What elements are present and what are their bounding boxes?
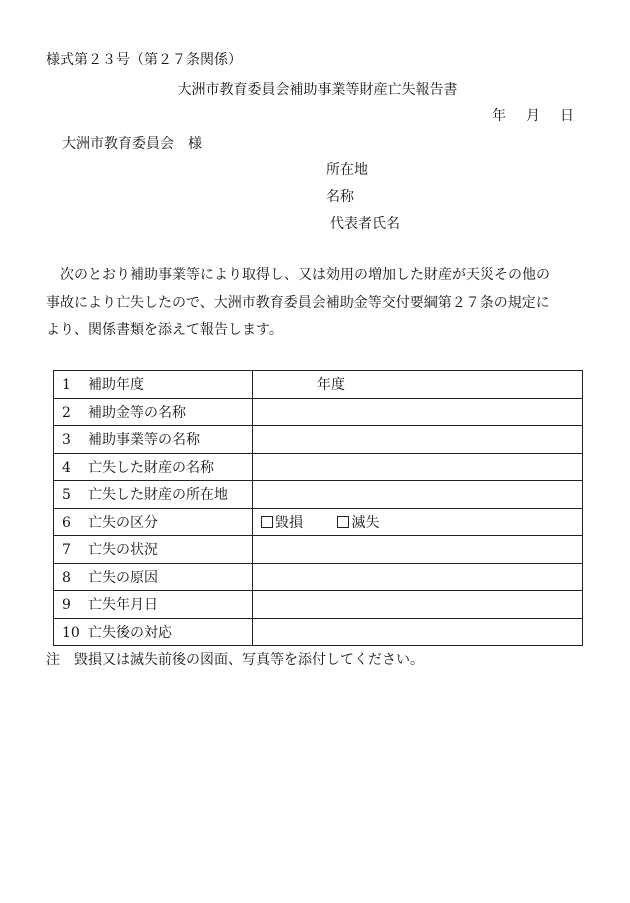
row-value-field[interactable]	[253, 591, 583, 619]
table-row	[54, 481, 583, 509]
row-value-field[interactable]	[253, 481, 583, 509]
table-row	[54, 508, 583, 536]
row-value-field[interactable]	[253, 371, 583, 399]
row-value-field[interactable]	[253, 563, 583, 591]
row-label: 5 亡失した財産の所在地	[54, 481, 253, 509]
date-month-label: 月	[526, 108, 540, 124]
row-label: 8 亡失の原因	[54, 563, 253, 591]
row-label: 9 亡失年月日	[54, 591, 253, 619]
body-line: より、関係書類を添えて報告します。	[46, 322, 283, 338]
row-label: 6 亡失の区分	[54, 508, 253, 536]
date-line	[492, 106, 574, 126]
loss-checkbox[interactable]	[337, 515, 379, 531]
body-line: 次のとおり補助事業等により取得し、又は効用の増加した財産が天災その他の	[60, 267, 550, 283]
row-value-field[interactable]	[253, 453, 583, 481]
row-label: 3 補助事業等の名称	[54, 426, 253, 454]
loss-type-options	[253, 508, 583, 536]
loss-label: 滅失	[351, 514, 380, 531]
table-row	[54, 371, 583, 399]
row-value-field[interactable]	[253, 426, 583, 454]
report-table	[53, 370, 583, 646]
footnote: 注 毀損又は滅失前後の図面、写真等を添付してください。	[46, 652, 424, 668]
document-title: 大洲市教育委員会補助事業等財産亡失報告書	[177, 82, 458, 98]
table-row	[54, 563, 583, 591]
table-row	[54, 453, 583, 481]
name-label: 名称	[326, 189, 354, 205]
form-number: 様式第２３号（第２７条関係）	[46, 52, 242, 68]
row-label: 2 補助金等の名称	[54, 398, 253, 426]
row-value-field[interactable]	[253, 536, 583, 564]
date-day-label: 日	[560, 108, 574, 124]
location-label: 所在地	[326, 162, 368, 178]
row-label: 10 亡失後の対応	[54, 618, 253, 646]
table-row	[54, 536, 583, 564]
checkbox-icon	[261, 516, 273, 528]
body-line: 事故により亡失したので、大洲市教育委員会補助金等交付要綱第２７条の規定に	[46, 294, 550, 311]
row-value-field[interactable]	[253, 618, 583, 646]
table-row	[54, 426, 583, 454]
body-paragraph	[46, 262, 586, 345]
checkbox-icon	[337, 516, 349, 528]
damage-label: 毀損	[275, 514, 303, 531]
table-row	[54, 398, 583, 426]
damage-checkbox[interactable]	[261, 515, 303, 531]
representative-label: 代表者氏名	[330, 216, 400, 232]
table-row	[54, 591, 583, 619]
value-text: 年度	[317, 377, 345, 394]
table-row	[54, 618, 583, 646]
date-year-label: 年	[492, 108, 506, 124]
row-label: 7 亡失の状況	[54, 536, 253, 564]
row-value-field[interactable]	[253, 398, 583, 426]
addressee: 大洲市教育委員会 様	[62, 136, 202, 152]
row-label: 4 亡失した財産の名称	[54, 453, 253, 481]
row-label: 1 補助年度	[54, 371, 253, 399]
